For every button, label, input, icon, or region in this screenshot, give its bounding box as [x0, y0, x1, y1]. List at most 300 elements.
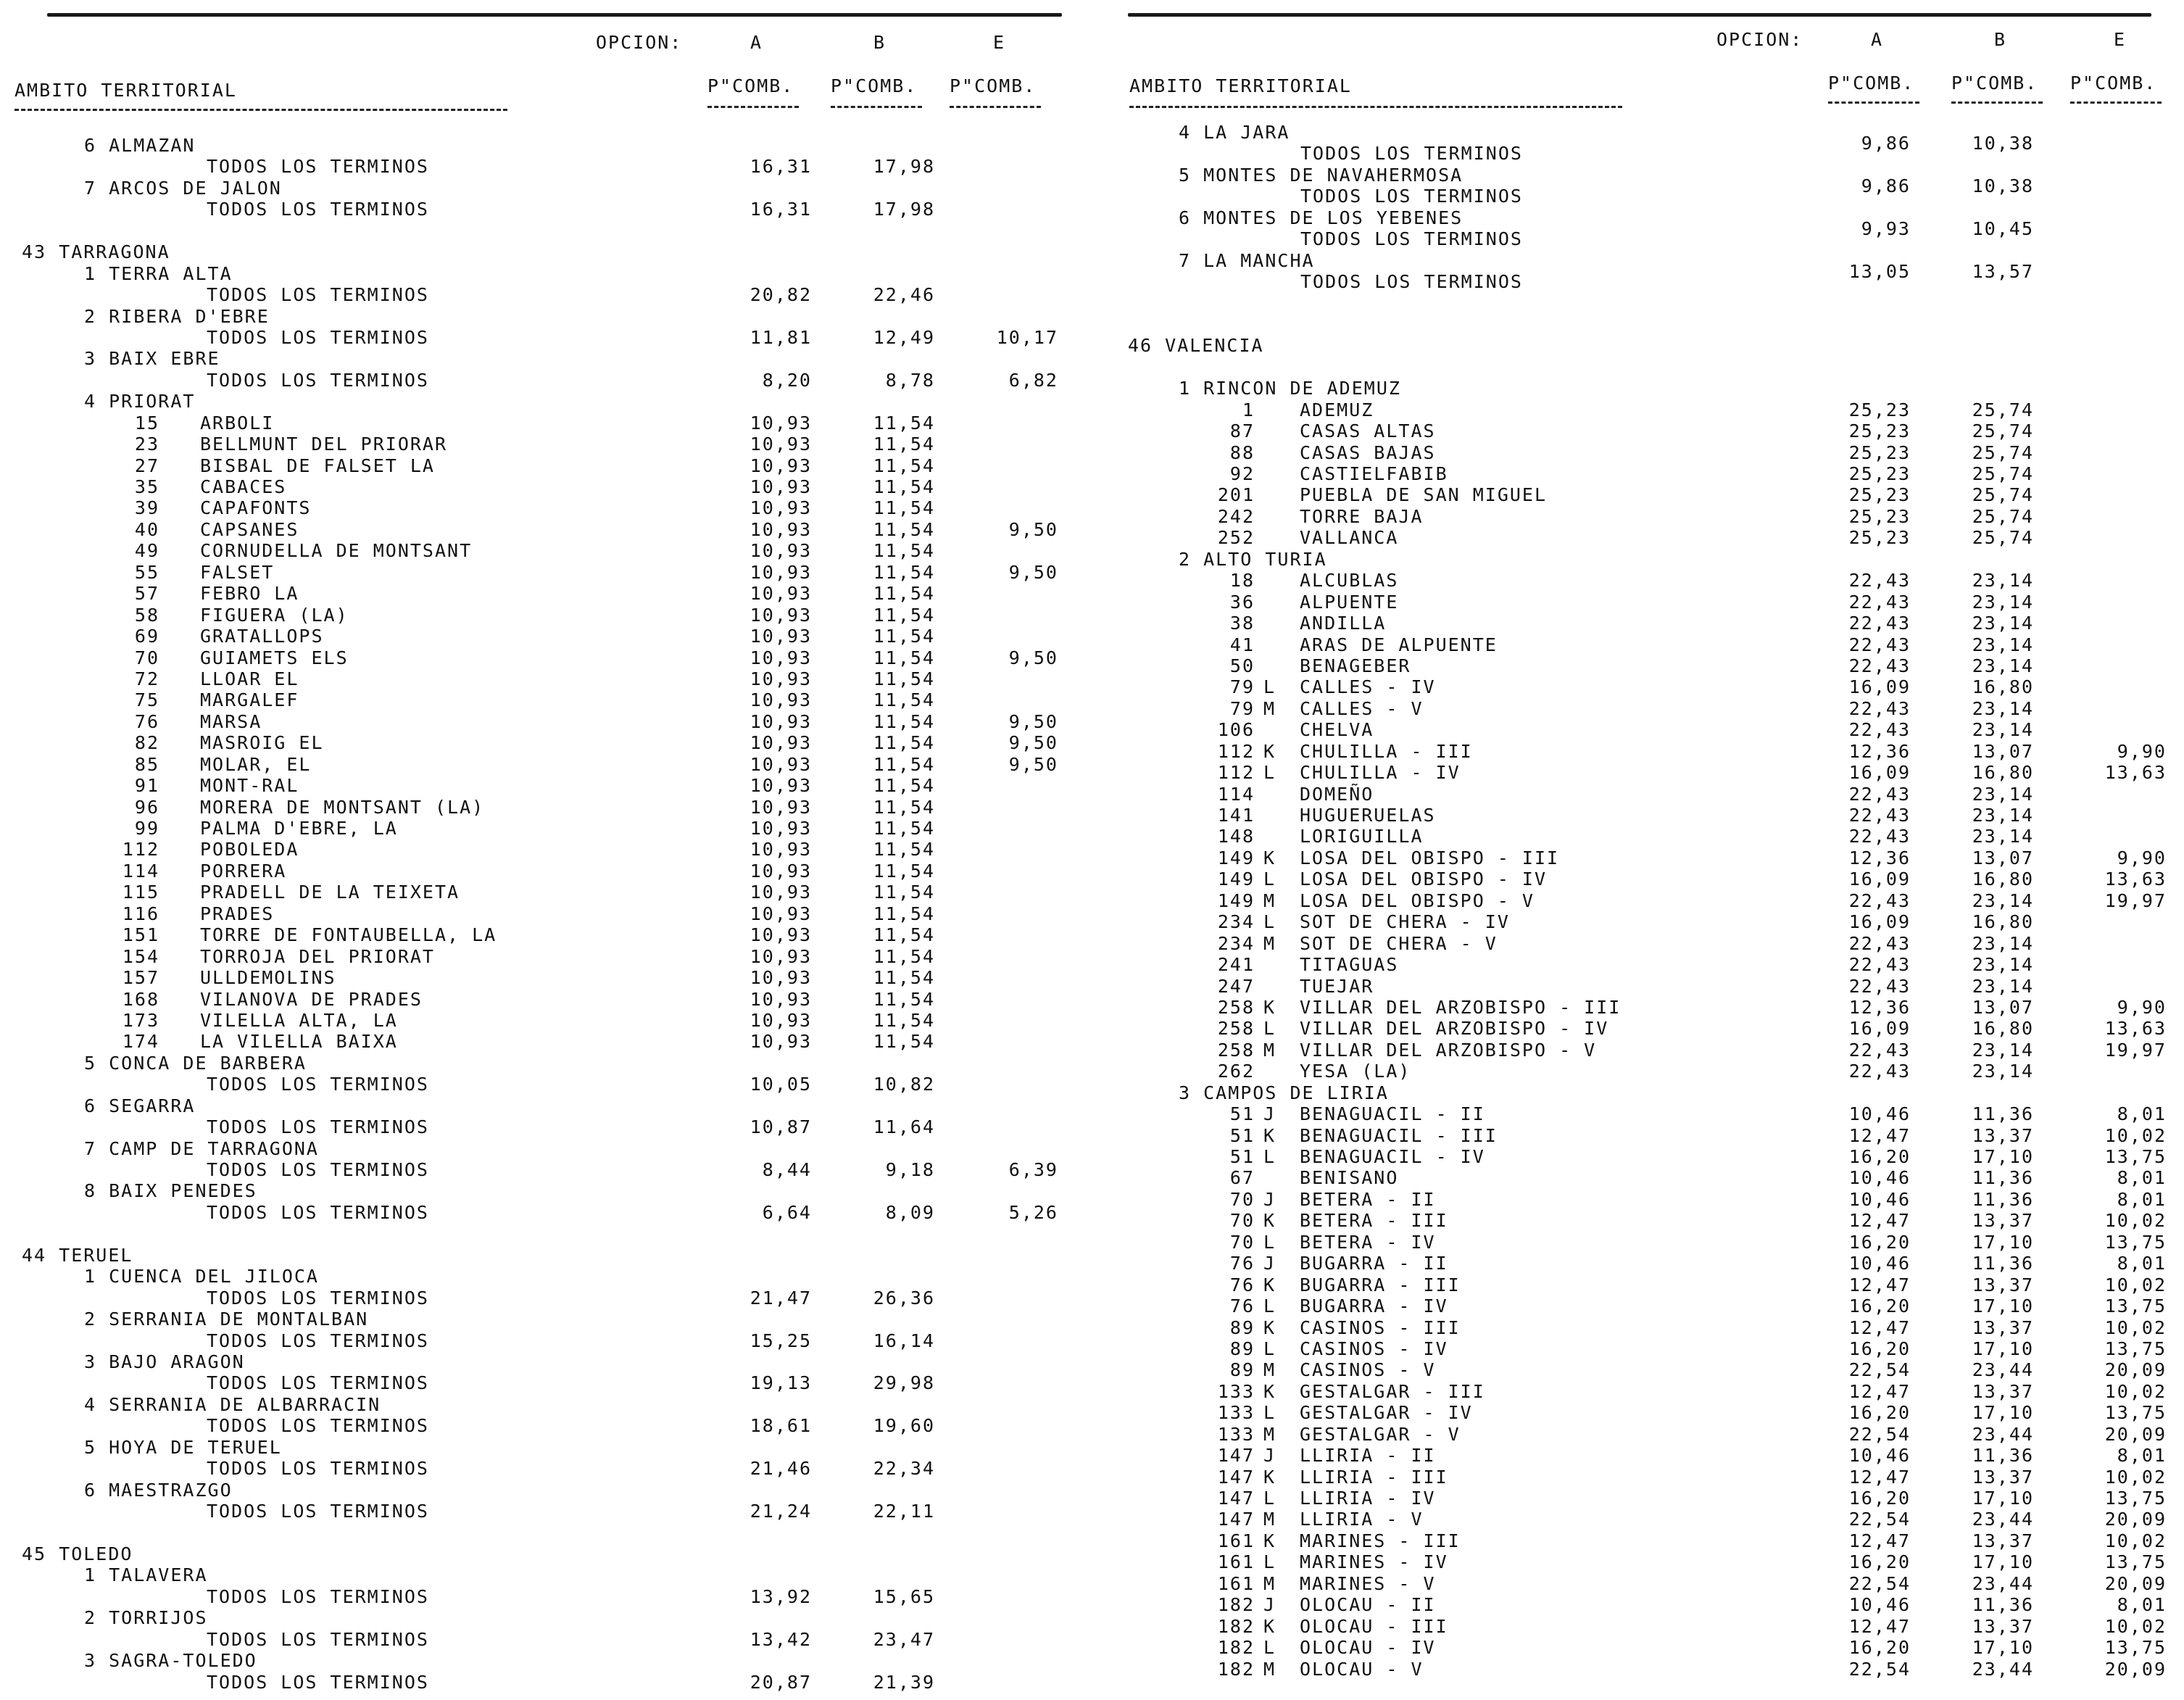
- table-row: [7, 370, 1066, 391]
- municipality-code: 258: [1217, 1018, 1255, 1040]
- value-b: 13,57: [1972, 261, 2034, 283]
- zone-letter: M: [1263, 1509, 1276, 1530]
- municipality-name: GUIAMETS ELS: [200, 647, 349, 668]
- table-row: [7, 1202, 1066, 1223]
- value-a: 10,93: [750, 1031, 812, 1053]
- municipality-name: MASROIG EL: [200, 732, 324, 754]
- value-e: 8,01: [2117, 1167, 2167, 1189]
- zone-letter: K: [1263, 1210, 1276, 1232]
- value-a: 13,05: [1848, 261, 1911, 283]
- province-name: 45 TOLEDO: [22, 1543, 133, 1564]
- table-row: [1128, 719, 2184, 740]
- municipality-name: BENAGUACIL - II: [1300, 1103, 1485, 1125]
- table-row: [7, 732, 1066, 753]
- zone-letter: J: [1263, 1253, 1276, 1274]
- table-row: [1128, 847, 2184, 868]
- municipality-name: BENAGUACIL - III: [1300, 1124, 1498, 1146]
- municipality-name: LOSA DEL OBISPO - V: [1300, 890, 1535, 911]
- value-e: 9,90: [2117, 996, 2167, 1018]
- value-e: 13,63: [2104, 1018, 2167, 1040]
- municipality-code: 39: [134, 497, 159, 519]
- municipality-code: 234: [1217, 911, 1255, 933]
- all-municipalities-label: TODOS LOS TERMINOS: [1300, 186, 1523, 207]
- value-b: 11,36: [1972, 1167, 2034, 1189]
- table-row: [7, 1586, 1066, 1607]
- value-a: 10,93: [750, 1009, 812, 1031]
- comarca-row: [7, 1351, 1066, 1372]
- value-e: 20,09: [2104, 1423, 2167, 1445]
- value-b: 25,74: [1972, 463, 2034, 484]
- value-a: 10,93: [750, 561, 812, 583]
- municipality-code: 112: [122, 839, 159, 861]
- all-municipalities-label: TODOS LOS TERMINOS: [207, 1501, 429, 1522]
- table-row: [1128, 1338, 2184, 1359]
- value-e: 20,09: [2104, 1359, 2167, 1381]
- value-a: 10,46: [1848, 1445, 1911, 1467]
- table-row: [1128, 1317, 2184, 1338]
- value-b: 11,54: [873, 1009, 935, 1031]
- comarca-row: [7, 135, 1066, 156]
- value-e: 9,50: [1008, 753, 1058, 775]
- municipality-name: CHULILLA - IV: [1300, 762, 1461, 784]
- municipality-name: VILLAR DEL ARZOBISPO - IV: [1300, 1018, 1609, 1040]
- municipality-code: 154: [122, 945, 159, 967]
- table-row: [7, 861, 1066, 882]
- comarca-name: 5 CONCA DE BARBERA: [84, 1052, 307, 1074]
- value-a: 10,93: [750, 540, 812, 562]
- table-row: [1128, 1594, 2184, 1615]
- table-row: [7, 647, 1066, 668]
- municipality-name: LOSA DEL OBISPO - IV: [1300, 868, 1548, 890]
- value-a: 10,93: [750, 434, 812, 455]
- value-e: 19,97: [2104, 1039, 2167, 1061]
- municipality-code: 147: [1217, 1445, 1255, 1467]
- municipality-name: MARSA: [200, 710, 262, 732]
- province-name: 44 TERUEL: [22, 1244, 133, 1266]
- table-row: [1128, 805, 2184, 826]
- value-b: 23,47: [873, 1628, 935, 1650]
- value-b: 23,44: [1972, 1509, 2034, 1530]
- table-row: [1128, 613, 2184, 634]
- comarca-row: [7, 1564, 1066, 1585]
- value-a: 10,93: [750, 647, 812, 668]
- unit-b-header: P"COMB.: [1951, 72, 2038, 94]
- municipality-code: 161: [1217, 1530, 1255, 1551]
- value-e: 8,01: [2117, 1103, 2167, 1125]
- value-a: 16,20: [1848, 1402, 1911, 1424]
- value-a: 8,20: [762, 369, 812, 391]
- value-a: 22,43: [1848, 954, 1911, 976]
- municipality-name: BUGARRA - IV: [1300, 1295, 1448, 1317]
- option-a-label: A: [1871, 29, 1884, 50]
- municipality-name: LLOAR EL: [200, 668, 299, 689]
- value-a: 20,87: [750, 1671, 812, 1693]
- province-row: [7, 241, 1066, 262]
- table-row: [1128, 698, 2184, 719]
- table-row: [7, 818, 1066, 839]
- value-a: 10,93: [750, 689, 812, 711]
- value-b: 13,37: [1972, 1530, 2034, 1551]
- value-a: 13,42: [750, 1628, 812, 1650]
- all-municipalities-label: TODOS LOS TERMINOS: [207, 1671, 429, 1693]
- municipality-code: 114: [1217, 783, 1255, 805]
- table-row: [7, 1458, 1066, 1479]
- value-b: 16,80: [1972, 1018, 2034, 1040]
- municipality-name: YESA (LA): [1300, 1061, 1411, 1082]
- value-b: 22,11: [873, 1501, 935, 1522]
- value-a: 12,47: [1848, 1466, 1911, 1488]
- value-b: 10,45: [1972, 218, 2034, 240]
- table-row: [1128, 1146, 2184, 1167]
- value-b: 23,14: [1972, 932, 2034, 954]
- comarca-row: [7, 1650, 1066, 1671]
- all-municipalities-label: TODOS LOS TERMINOS: [207, 326, 429, 348]
- zone-letter: M: [1263, 932, 1276, 954]
- municipality-name: CASINOS - III: [1300, 1317, 1461, 1338]
- value-b: 13,37: [1972, 1615, 2034, 1637]
- municipality-code: 76: [1229, 1253, 1255, 1274]
- table-row: [7, 434, 1066, 455]
- value-a: 11,81: [750, 326, 812, 348]
- municipality-code: 23: [134, 434, 159, 455]
- value-b: 23,14: [1972, 1039, 2034, 1061]
- value-e: 9,90: [2117, 847, 2167, 868]
- province-name: 43 TARRAGONA: [22, 241, 170, 263]
- value-b: 17,10: [1972, 1231, 2034, 1253]
- value-b: 15,65: [873, 1585, 935, 1607]
- municipality-name: DOMEÑO: [1300, 783, 1374, 805]
- value-b: 11,54: [873, 540, 935, 562]
- value-a: 16,31: [750, 156, 812, 178]
- zone-letter: K: [1263, 1530, 1276, 1551]
- value-b: 11,54: [873, 903, 935, 924]
- value-b: 23,14: [1972, 591, 2034, 613]
- municipality-code: 67: [1229, 1167, 1255, 1189]
- unit-e-header: P"COMB.: [950, 75, 1037, 96]
- municipality-name: CHELVA: [1300, 719, 1374, 741]
- value-b: 11,54: [873, 561, 935, 583]
- value-a: 10,93: [750, 839, 812, 861]
- value-b: 11,54: [873, 668, 935, 689]
- comarca-row: [7, 1437, 1066, 1458]
- municipality-name: MARINES - III: [1300, 1530, 1461, 1551]
- value-b: 17,10: [1972, 1146, 2034, 1167]
- value-a: 10,93: [750, 604, 812, 626]
- value-b: 11,36: [1972, 1103, 2034, 1125]
- value-b: 17,10: [1972, 1488, 2034, 1509]
- value-e: 10,02: [2104, 1380, 2167, 1402]
- value-a: 16,09: [1848, 868, 1911, 890]
- unit-a-header: P"COMB.: [1828, 72, 1915, 94]
- value-b: 11,54: [873, 882, 935, 903]
- zone-letter: K: [1263, 1274, 1276, 1295]
- value-a: 10,93: [750, 945, 812, 967]
- comarca-row: [7, 1309, 1066, 1330]
- municipality-code: 76: [1229, 1274, 1255, 1295]
- value-b: 22,46: [873, 284, 935, 306]
- table-row: [7, 562, 1066, 583]
- municipality-name: TITAGUAS: [1300, 954, 1399, 976]
- value-a: 18,61: [750, 1415, 812, 1437]
- table-row: [7, 946, 1066, 967]
- table-row: [7, 797, 1066, 818]
- municipality-code: 99: [134, 818, 159, 839]
- comarca-row: [1128, 549, 2184, 570]
- value-a: 22,43: [1848, 634, 1911, 655]
- comarca-name: 5 HOYA DE TERUEL: [84, 1436, 282, 1458]
- zone-letter: K: [1263, 1466, 1276, 1488]
- value-a: 16,31: [750, 199, 812, 220]
- comarca-name: 6 MONTES DE LOS YEBENES: [1179, 207, 1463, 228]
- all-municipalities-label: TODOS LOS TERMINOS: [207, 156, 429, 178]
- municipality-name: LLIRIA - IV: [1300, 1488, 1436, 1509]
- value-e: 20,09: [2104, 1572, 2167, 1594]
- table-row: [1128, 484, 2184, 505]
- zone-letter: L: [1263, 762, 1276, 784]
- value-b: 23,14: [1972, 975, 2034, 997]
- value-b: 11,54: [873, 839, 935, 861]
- table-row: [1128, 1551, 2184, 1572]
- value-a: 22,43: [1848, 805, 1911, 826]
- comarca-name: 1 CUENCA DEL JILOCA: [84, 1266, 319, 1288]
- municipality-name: LA VILELLA BAIXA: [200, 1031, 398, 1053]
- municipality-name: VALLANCA: [1300, 527, 1399, 549]
- table-row: [1128, 442, 2184, 463]
- value-a: 10,46: [1848, 1167, 1911, 1189]
- value-a: 22,43: [1848, 655, 1911, 676]
- comarca-name: 6 SEGARRA: [84, 1095, 196, 1116]
- municipality-name: PUEBLA DE SAN MIGUEL: [1300, 484, 1548, 506]
- value-b: 23,14: [1972, 655, 2034, 676]
- zone-letter: M: [1263, 1039, 1276, 1061]
- zone-letter: K: [1263, 1317, 1276, 1338]
- table-row: [1128, 1189, 2184, 1210]
- comarca-name: 7 CAMP DE TARRAGONA: [84, 1137, 319, 1159]
- value-b: 23,14: [1972, 890, 2034, 911]
- zone-letter: K: [1263, 1615, 1276, 1637]
- table-row: [7, 967, 1066, 988]
- municipality-name: CALLES - V: [1300, 697, 1424, 719]
- zone-letter: L: [1263, 1338, 1276, 1359]
- municipality-code: 88: [1229, 441, 1255, 463]
- table-row: [1128, 741, 2184, 762]
- opcion-label: OPCION:: [596, 32, 683, 53]
- unit-a-header: P"COMB.: [707, 75, 794, 96]
- value-a: 10,93: [750, 903, 812, 924]
- zone-letter: K: [1263, 847, 1276, 868]
- value-a: 10,93: [750, 988, 812, 1010]
- value-e: 20,09: [2104, 1509, 2167, 1530]
- municipality-code: 133: [1217, 1423, 1255, 1445]
- table-row: [1128, 1445, 2184, 1466]
- value-b: 11,54: [873, 455, 935, 476]
- value-b: 11,54: [873, 710, 935, 732]
- municipality-name: BISBAL DE FALSET LA: [200, 455, 435, 476]
- value-b: 21,39: [873, 1671, 935, 1693]
- municipality-name: CASINOS - V: [1300, 1359, 1436, 1381]
- zone-letter: M: [1263, 890, 1276, 911]
- value-b: 11,54: [873, 518, 935, 540]
- all-municipalities-label: TODOS LOS TERMINOS: [207, 1415, 429, 1437]
- municipality-name: ANDILLA: [1300, 613, 1387, 634]
- value-b: 13,37: [1972, 1210, 2034, 1232]
- municipality-code: 173: [122, 1009, 159, 1031]
- value-a: 13,92: [750, 1585, 812, 1607]
- table-row: [1128, 570, 2184, 591]
- spacer-row: [7, 1223, 1066, 1244]
- comarca-name: 3 BAIX EBRE: [84, 348, 220, 370]
- municipality-code: 112: [1217, 762, 1255, 784]
- value-e: 9,50: [1008, 710, 1058, 732]
- value-b: 11,54: [873, 476, 935, 497]
- value-b: 23,44: [1972, 1423, 2034, 1445]
- comarca-name: 1 RINCON DE ADEMUZ: [1179, 378, 1401, 399]
- value-a: 10,93: [750, 967, 812, 989]
- value-b: 17,98: [873, 199, 935, 220]
- value-a: 22,54: [1848, 1359, 1911, 1381]
- table-row: [7, 284, 1066, 305]
- table-row: [7, 327, 1066, 348]
- table-row: [1128, 1167, 2184, 1188]
- all-municipalities-label: TODOS LOS TERMINOS: [207, 1458, 429, 1480]
- value-b: 11,54: [873, 860, 935, 882]
- table-row: [1128, 527, 2184, 548]
- unit-e-underline: [950, 106, 1041, 108]
- zone-letter: J: [1263, 1103, 1276, 1125]
- value-b: 17,10: [1972, 1551, 2034, 1573]
- all-municipalities-label: TODOS LOS TERMINOS: [207, 1201, 429, 1223]
- municipality-name: CASAS ALTAS: [1300, 420, 1436, 442]
- value-e: 5,26: [1008, 1201, 1058, 1223]
- province-name: 46 VALENCIA: [1128, 335, 1264, 357]
- value-b: 19,60: [873, 1415, 935, 1437]
- table-row: [1128, 592, 2184, 613]
- municipality-name: GRATALLOPS: [200, 626, 324, 647]
- value-b: 26,36: [873, 1287, 935, 1309]
- unit-b-underline: [831, 106, 922, 108]
- zone-letter: L: [1263, 1488, 1276, 1509]
- zone-letter: L: [1263, 1018, 1276, 1040]
- zone-letter: L: [1263, 1146, 1276, 1167]
- municipality-code: 133: [1217, 1380, 1255, 1402]
- municipality-code: 182: [1217, 1594, 1255, 1616]
- table-row: [7, 455, 1066, 476]
- table-row: [1128, 1381, 2184, 1402]
- table-row: [1128, 1274, 2184, 1295]
- province-row: [7, 1245, 1066, 1266]
- value-b: 11,54: [873, 818, 935, 839]
- value-a: 16,20: [1848, 1338, 1911, 1359]
- municipality-code: 147: [1217, 1466, 1255, 1488]
- value-a: 8,44: [762, 1159, 812, 1180]
- table-row: [1128, 762, 2184, 783]
- municipality-code: 262: [1217, 1061, 1255, 1082]
- value-a: 22,43: [1848, 1061, 1911, 1082]
- table-row: [1128, 933, 2184, 954]
- value-b: 23,14: [1972, 697, 2034, 719]
- value-a: 16,20: [1848, 1146, 1911, 1167]
- comarca-row: [7, 1266, 1066, 1287]
- comarca-name: 2 RIBERA D'EBRE: [84, 305, 270, 327]
- municipality-code: 182: [1217, 1615, 1255, 1637]
- municipality-code: 149: [1217, 847, 1255, 868]
- table-body: [7, 135, 1066, 1693]
- municipality-code: 72: [134, 668, 159, 689]
- province-row: [7, 1543, 1066, 1564]
- zone-letter: M: [1263, 1423, 1276, 1445]
- table-row: [7, 1629, 1066, 1650]
- table-row: [7, 668, 1066, 689]
- unit-b-header: P"COMB.: [831, 75, 918, 96]
- value-a: 12,47: [1848, 1124, 1911, 1146]
- all-municipalities-label: TODOS LOS TERMINOS: [207, 1159, 429, 1180]
- value-a: 21,46: [750, 1458, 812, 1480]
- value-e: 9,90: [2117, 740, 2167, 762]
- value-a: 10,93: [750, 818, 812, 839]
- municipality-name: BENISANO: [1300, 1167, 1399, 1189]
- municipality-code: 57: [134, 583, 159, 605]
- value-e: 10,02: [2104, 1317, 2167, 1338]
- zone-letter: M: [1263, 697, 1276, 719]
- value-e: 8,01: [2117, 1188, 2167, 1210]
- municipality-name: CALLES - IV: [1300, 676, 1436, 698]
- comarca-name: 2 ALTO TURIA: [1179, 548, 1327, 570]
- table-row: [1128, 1359, 2184, 1380]
- table-row: [1128, 1210, 2184, 1231]
- table-row: [7, 1415, 1066, 1436]
- table-row: [1128, 1637, 2184, 1658]
- municipality-name: CHULILLA - III: [1300, 740, 1473, 762]
- value-a: 10,93: [750, 518, 812, 540]
- municipality-code: 89: [1229, 1338, 1255, 1359]
- comarca-row: [7, 1394, 1066, 1415]
- table-row: [7, 540, 1066, 561]
- table-row: [7, 1010, 1066, 1031]
- value-a: 22,43: [1848, 826, 1911, 847]
- value-a: 25,23: [1848, 463, 1911, 484]
- value-b: 11,54: [873, 583, 935, 605]
- table-row: [7, 882, 1066, 903]
- comarca-name: 3 SAGRA-TOLEDO: [84, 1650, 257, 1672]
- all-municipalities-label: TODOS LOS TERMINOS: [207, 199, 429, 220]
- municipality-code: 55: [134, 561, 159, 583]
- zone-letter: K: [1263, 996, 1276, 1018]
- value-b: 10,38: [1972, 133, 2034, 154]
- value-a: 12,36: [1848, 996, 1911, 1018]
- zone-letter: K: [1263, 740, 1276, 762]
- unit-e-underline: [2070, 101, 2162, 104]
- value-b: 11,54: [873, 626, 935, 647]
- zone-letter: L: [1263, 868, 1276, 890]
- value-e: 10,02: [2104, 1274, 2167, 1295]
- municipality-name: LORIGUILLA: [1300, 826, 1424, 847]
- municipality-code: 151: [122, 924, 159, 946]
- value-a: 16,20: [1848, 1295, 1911, 1317]
- table-row: [7, 924, 1066, 945]
- municipality-code: 76: [134, 710, 159, 732]
- municipality-name: LLIRIA - V: [1300, 1509, 1424, 1530]
- table-row: [1128, 954, 2184, 975]
- comarca-name: 4 PRIORAT: [84, 391, 196, 412]
- municipality-name: BUGARRA - II: [1300, 1253, 1448, 1274]
- table-row: [1128, 868, 2184, 890]
- value-a: 12,47: [1848, 1380, 1911, 1402]
- value-a: 10,93: [750, 412, 812, 434]
- value-b: 23,44: [1972, 1359, 2034, 1381]
- value-a: 25,23: [1848, 527, 1911, 549]
- table-row: [7, 519, 1066, 540]
- zone-letter: M: [1263, 1658, 1276, 1680]
